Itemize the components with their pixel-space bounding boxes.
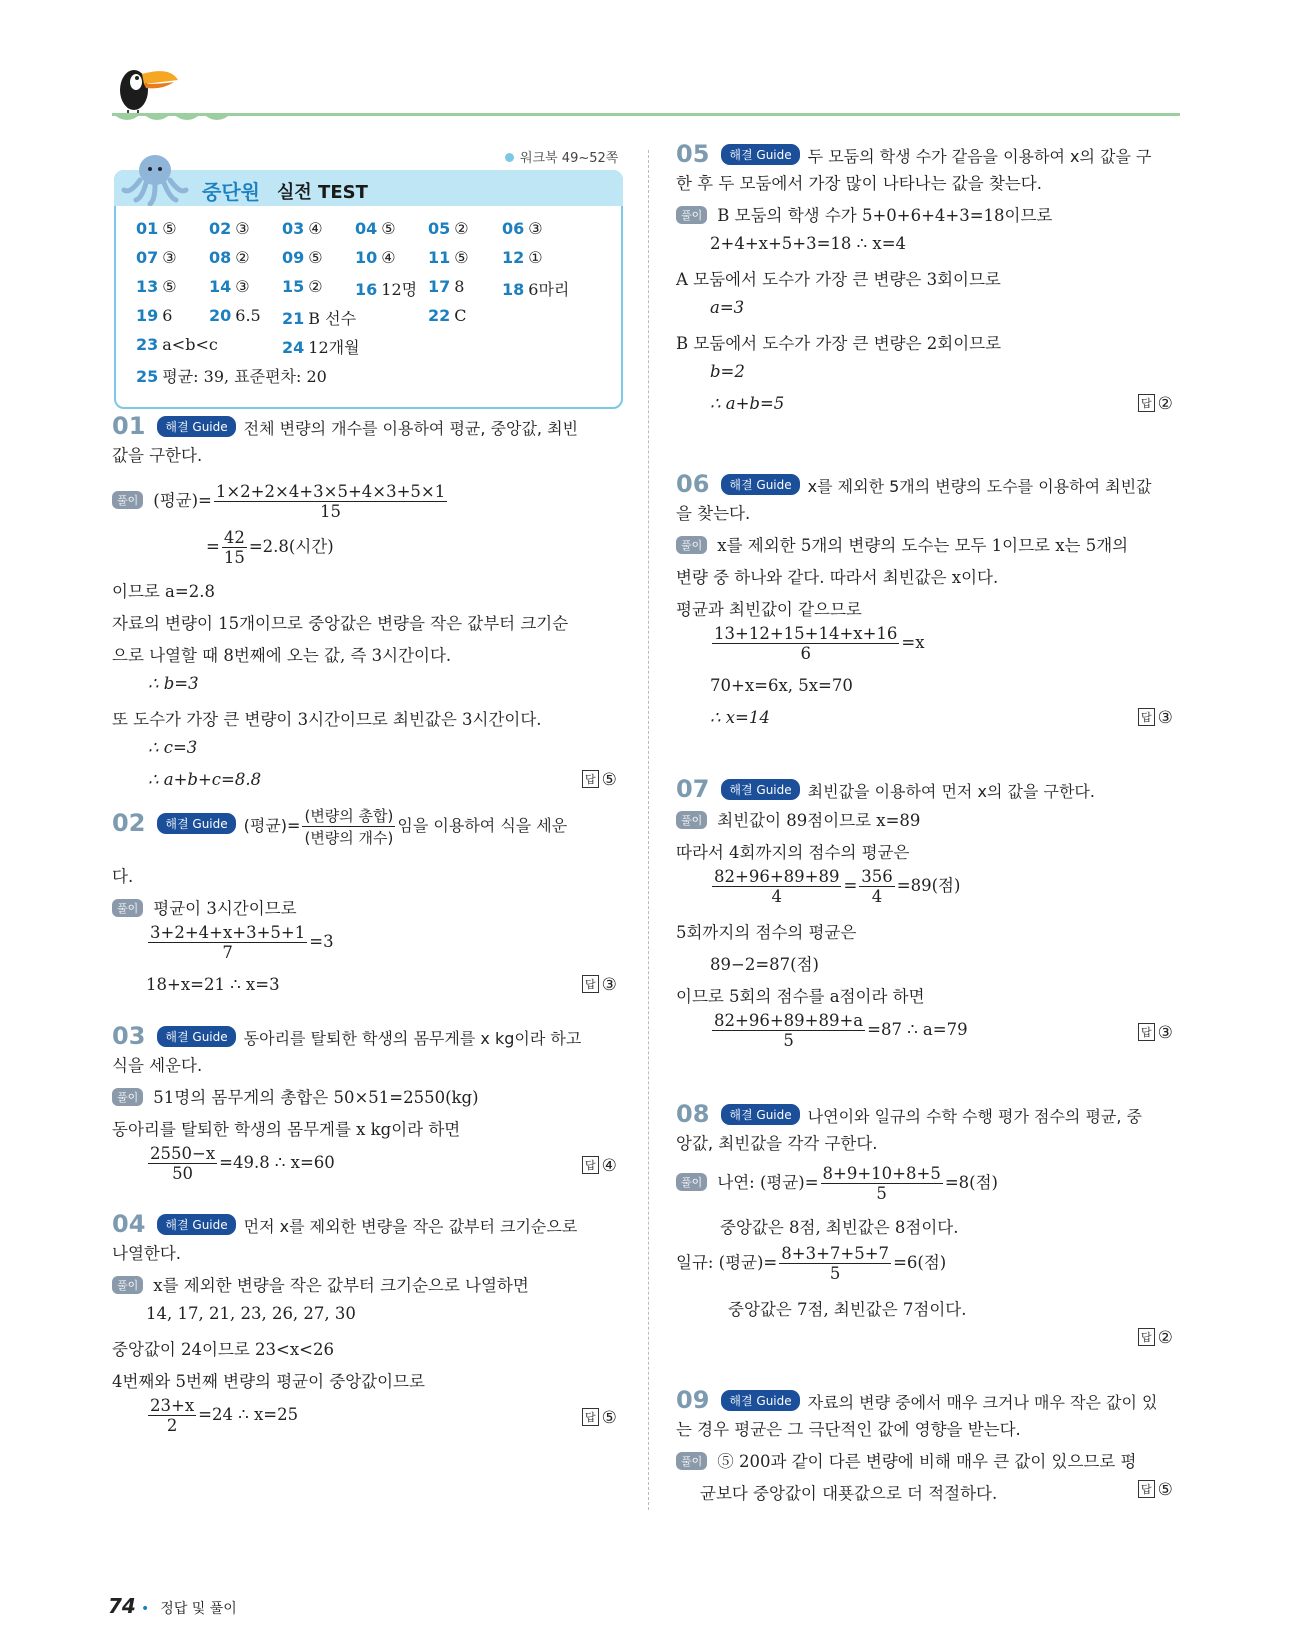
answer-item [428, 219, 469, 238]
text-line: ∴ a+b=5 [710, 394, 785, 413]
answer-number: 13 [136, 277, 159, 296]
text-line: B 모둠에서 도수가 가장 큰 변량은 2회이므로 [676, 334, 1002, 353]
text-line: 70+x=6x, 5x=70 [710, 676, 853, 695]
answer-value: 평균: 39, 표준편차: 20 [162, 367, 327, 386]
answer-value: ⑤ [308, 248, 323, 267]
fraction: $\frac{82+96+89+89+a}{5}$ [714, 1011, 864, 1050]
text-line: 평균과 최빈값이 같으므로 [676, 600, 862, 619]
formula-text: =3 [309, 932, 334, 951]
question-number: 01 [112, 412, 146, 440]
answer-number: 21 [282, 309, 305, 328]
guide-text: 두 모둠의 학생 수가 같음을 이용하여 x의 값을 구 [807, 147, 1152, 166]
question-number: 02 [112, 809, 146, 837]
answer-mark: 답 ② [1138, 1328, 1173, 1348]
guide-text-2: 나열한다. [112, 1244, 182, 1263]
text-line: ⑤ 200과 같이 다른 변량에 비해 매우 큰 값이 있으므로 평 [717, 1452, 1137, 1471]
guide-badge: 해결 Guide [721, 474, 799, 495]
fraction: $\frac{1\times 2+2\times 4+3\times 5+4\times 3+5\times 1}{15}$ [215, 482, 446, 521]
answer-value: ③ [162, 248, 177, 267]
text-line: 2+4+x+5+3=18 ∴ x=4 [710, 234, 907, 253]
guide-text: 나연이와 일규의 수학 수행 평가 점수의 평균, 중 [807, 1107, 1143, 1126]
text-line: 동아리를 탈퇴한 학생의 몸무게를 x kg이라 하면 [112, 1120, 461, 1139]
guide-badge: 해결 Guide [157, 1214, 235, 1235]
text-line: a=3 [710, 298, 745, 317]
guide-text-2: 다. [112, 867, 134, 886]
answer-row [136, 248, 616, 277]
fraction: $\frac{8+9+10+8+5}{5}$ [822, 1164, 941, 1203]
answer-item [282, 277, 323, 296]
answer-number: 01 [136, 219, 159, 238]
formula-text: (평균)= [153, 491, 212, 510]
test-title-b: 실전 TEST [277, 182, 368, 203]
text-line: A 모둠에서 도수가 가장 큰 변량은 3회이므로 [676, 270, 1001, 289]
formula-text: 나연: (평균)= [717, 1173, 819, 1192]
answer-value: ② [308, 277, 323, 296]
text-line: 중앙값은 8점, 최빈값은 8점이다. [720, 1218, 959, 1237]
text-line: 균보다 중앙값이 대푯값으로 더 적절하다. [700, 1484, 998, 1503]
answer-row [136, 335, 616, 364]
answer-number: 23 [136, 335, 159, 354]
answer-number: 18 [502, 280, 525, 299]
guide-text-2: 한 후 두 모둠에서 가장 많이 나타나는 값을 찾는다. [676, 174, 1042, 193]
guide-text: 최빈값을 이용하여 먼저 x의 값을 구한다. [807, 782, 1095, 801]
page-footer: 74 • 정답 및 풀이 [108, 1594, 237, 1618]
guide-text: x를 제외한 5개의 변량의 도수를 이용하여 최빈값 [807, 477, 1152, 496]
answer-mark: 답 ③ [1138, 1023, 1173, 1043]
answer-row [136, 219, 616, 248]
question-number: 08 [676, 1100, 710, 1128]
guide-text-2: 식을 세운다. [112, 1056, 203, 1075]
formula-text: =8(점) [944, 1173, 998, 1192]
answer-value: 6마리 [528, 280, 570, 299]
guide-badge: 해결 Guide [157, 1026, 235, 1047]
fraction: $\frac{8+3+7+5+7}{5}$ [781, 1244, 890, 1283]
answer-number: 16 [355, 280, 378, 299]
answer-mark: 답 ⑤ [582, 770, 617, 790]
solution-badge: 풀이 [676, 206, 707, 224]
test-title-a: 중단원 [202, 180, 260, 204]
answer-item [209, 248, 250, 267]
guide-badge: 해결 Guide [157, 813, 235, 834]
answer-item [136, 219, 177, 238]
answer-value: 6.5 [235, 306, 261, 325]
answer-number: 14 [209, 277, 232, 296]
answer-number: 17 [428, 277, 451, 296]
answer-value: a<b<c [162, 335, 218, 354]
answer-row [136, 364, 616, 393]
answer-value: ⑤ [381, 219, 396, 238]
fraction: $\frac{2550-x}{50}$ [150, 1144, 216, 1183]
text-line: 18+x=21 ∴ x=3 [146, 975, 280, 994]
answer-number: 02 [209, 219, 232, 238]
guide-text: 먼저 x를 제외한 변량을 작은 값부터 크기순으로 [243, 1217, 578, 1236]
text-line: 으로 나열할 때 8번째에 오는 값, 즉 3시간이다. [112, 646, 452, 665]
guide-text: 전체 변량의 개수를 이용하여 평균, 중앙값, 최빈 [243, 419, 579, 438]
guide-badge: 해결 Guide [157, 416, 235, 437]
answer-mark: 답 ⑤ [582, 1408, 617, 1428]
answer-item [428, 248, 469, 267]
text-line: 이므로 a=2.8 [112, 582, 215, 601]
answer-item [502, 219, 543, 238]
answer-number: 07 [136, 248, 159, 267]
guide-badge: 해결 Guide [721, 144, 799, 165]
answer-mark: 답 ⑤ [1138, 1480, 1173, 1500]
fraction: $\frac{82+96+89+89}{4}$ [714, 867, 840, 906]
answer-value: ⑤ [162, 277, 177, 296]
question-number: 06 [676, 470, 710, 498]
text-line: ∴ x=14 [710, 708, 770, 727]
guide-badge: 해결 Guide [721, 1104, 799, 1125]
answer-number: 04 [355, 219, 378, 238]
question-number: 04 [112, 1210, 146, 1238]
fraction: $\frac{13+12+15+14+x+16}{6}$ [714, 624, 898, 663]
workbook-reference: 워크북 49~52쪽 [505, 147, 618, 166]
text-line: 변량 중 하나와 같다. 따라서 최빈값은 x이다. [676, 568, 999, 587]
answer-value: 12개월 [308, 338, 360, 357]
text-line: ∴ c=3 [148, 738, 198, 757]
answer-number: 05 [428, 219, 451, 238]
solution-badge: 풀이 [112, 899, 143, 917]
answer-mark: 답 ④ [582, 1156, 617, 1176]
answer-item [282, 248, 323, 267]
text-line: 89−2=87(점) [710, 955, 819, 974]
solution-badge: 풀이 [112, 491, 143, 509]
guide-text: 자료의 변량 중에서 매우 크거나 매우 작은 값이 있 [807, 1393, 1158, 1412]
answer-value: ② [235, 248, 250, 267]
answer-item [209, 219, 250, 238]
text-line: 14, 17, 21, 23, 26, 27, 30 [146, 1304, 356, 1323]
question-number: 05 [676, 140, 710, 168]
answer-item [282, 219, 323, 238]
guide-text-2: 앙값, 최빈값을 각각 구한다. [676, 1134, 878, 1153]
answer-mark: 답 ③ [1138, 708, 1173, 728]
fraction: $\frac{\text{(변량의 총합)}}{\text{(변량의 개수)}}$ [304, 807, 394, 847]
formula-text: =24 ∴ x=25 [198, 1405, 299, 1424]
text-line: B 모둠의 학생 수가 5+0+6+4+3=18이므로 [717, 206, 1053, 225]
toucan-mascot-icon [112, 60, 182, 120]
answer-value: 8 [454, 277, 465, 296]
answer-item [355, 219, 396, 238]
text-line: 자료의 변량이 15개이므로 중앙값은 변량을 작은 값부터 크기순 [112, 614, 569, 633]
answer-item [209, 277, 250, 296]
answer-value: 12명 [381, 280, 418, 299]
answer-item [136, 335, 218, 354]
guide-text-2: 값을 구한다. [112, 446, 203, 465]
test-header [114, 170, 623, 206]
fraction: $\frac{42}{15}$ [223, 528, 245, 567]
text-line: 또 도수가 가장 큰 변량이 3시간이므로 최빈값은 3시간이다. [112, 710, 542, 729]
text-line: 51명의 몸무게의 총합은 50×51=2550(kg) [153, 1088, 479, 1107]
answer-item [502, 277, 569, 300]
page-number: 74 [108, 1594, 136, 1618]
answer-item [136, 306, 172, 325]
guide-text: 임을 이용하여 식을 세운 [397, 816, 568, 835]
answer-value: ④ [308, 219, 323, 238]
text-line: 이므로 5회의 점수를 a점이라 하면 [676, 987, 925, 1006]
answer-value: 6 [162, 306, 173, 325]
answer-item [136, 364, 327, 387]
guide-text-2: 는 경우 평균은 그 극단적인 값에 영향을 받는다. [676, 1420, 1021, 1439]
answer-row [136, 277, 616, 306]
formula-text: =2.8(시간) [248, 537, 334, 556]
answer-item [428, 306, 467, 325]
answer-value: ① [528, 248, 543, 267]
solution-badge: 풀이 [112, 1088, 143, 1106]
answer-value: C [454, 306, 467, 325]
answer-value: ② [454, 219, 469, 238]
text-line: 따라서 4회까지의 점수의 평균은 [676, 843, 910, 862]
fraction: $\frac{3+2+4+x+3+5+1}{7}$ [150, 923, 306, 962]
answer-item [282, 335, 360, 358]
fraction: $\frac{23+x}{2}$ [150, 1396, 195, 1435]
answer-number: 22 [428, 306, 451, 325]
text-line: x를 제외한 변량을 작은 값부터 크기순으로 나열하면 [153, 1276, 529, 1295]
wave-decoration [112, 113, 232, 125]
answer-item [282, 306, 356, 329]
solution-badge: 풀이 [676, 811, 707, 829]
answer-value: ⑤ [162, 219, 177, 238]
answer-value: ③ [235, 277, 250, 296]
answer-number: 15 [282, 277, 305, 296]
answer-number: 24 [282, 338, 305, 357]
answer-number: 09 [282, 248, 305, 267]
formula-text: =87 ∴ a=79 [867, 1020, 968, 1039]
column-divider [648, 150, 649, 1510]
answer-mark: 답 ② [1138, 394, 1173, 414]
guide-text: 동아리를 탈퇴한 학생의 몸무게를 x kg이라 하고 [243, 1029, 582, 1048]
question-number: 03 [112, 1022, 146, 1050]
text-line: ∴ b=3 [148, 674, 199, 693]
fraction: $\frac{356}{4}$ [861, 867, 893, 906]
solution-badge: 풀이 [676, 1452, 707, 1470]
answer-item [136, 248, 177, 267]
answer-value: ④ [381, 248, 396, 267]
answer-item [428, 277, 464, 296]
text-line: ∴ a+b+c=8.8 [148, 770, 262, 789]
answer-item [355, 248, 396, 267]
answer-mark: 답 ③ [582, 975, 617, 995]
answer-number: 12 [502, 248, 525, 267]
formula-text: =89(점) [896, 876, 961, 895]
answer-number: 25 [136, 367, 159, 386]
answer-number: 20 [209, 306, 232, 325]
answer-item [502, 248, 543, 267]
text-line: 5회까지의 점수의 평균은 [676, 923, 857, 942]
question-number: 07 [676, 775, 710, 803]
answer-grid [136, 219, 616, 393]
question-number: 09 [676, 1386, 710, 1414]
guide-text: (평균)= [243, 816, 301, 835]
formula-text: 일규: (평균)= [676, 1253, 778, 1272]
solution-badge: 풀이 [676, 536, 707, 554]
answer-value: ③ [235, 219, 250, 238]
octopus-icon [120, 150, 190, 206]
header-rule [112, 113, 1180, 116]
guide-badge: 해결 Guide [721, 779, 799, 800]
formula-text: =x [901, 633, 925, 652]
answer-number: 11 [428, 248, 451, 267]
text-line: 평균이 3시간이므로 [153, 899, 297, 918]
answer-number: 06 [502, 219, 525, 238]
text-line: b=2 [710, 362, 745, 381]
text-line: 최빈값이 89점이므로 x=89 [717, 811, 921, 830]
solution-badge: 풀이 [676, 1173, 707, 1191]
guide-badge: 해결 Guide [721, 1390, 799, 1411]
answer-item [209, 306, 261, 325]
answer-number: 19 [136, 306, 159, 325]
text-line: 중앙값은 7점, 최빈값은 7점이다. [728, 1300, 967, 1319]
formula-text: =6(점) [893, 1253, 947, 1272]
formula-text: =49.8 ∴ x=60 [219, 1153, 335, 1172]
text-line: 중앙값이 24이므로 23<x<26 [112, 1340, 335, 1359]
answer-number: 03 [282, 219, 305, 238]
text-line: 4번째와 5번째 변량의 평균이 중앙값이므로 [112, 1372, 425, 1391]
footer-label: 정답 및 풀이 [160, 1601, 237, 1617]
guide-text-2: 을 찾는다. [676, 504, 751, 523]
answer-value: B 선수 [308, 309, 357, 328]
formula-text: = [206, 537, 220, 556]
answer-value: ⑤ [454, 248, 469, 267]
solution-badge: 풀이 [112, 1276, 143, 1294]
answer-item [355, 277, 417, 300]
text-line: x를 제외한 5개의 변량의 도수는 모두 1이므로 x는 5개의 [717, 536, 1129, 555]
answer-number: 10 [355, 248, 378, 267]
answer-value: ③ [528, 219, 543, 238]
answer-item [136, 277, 177, 296]
answer-row [136, 306, 616, 335]
answer-number: 08 [209, 248, 232, 267]
